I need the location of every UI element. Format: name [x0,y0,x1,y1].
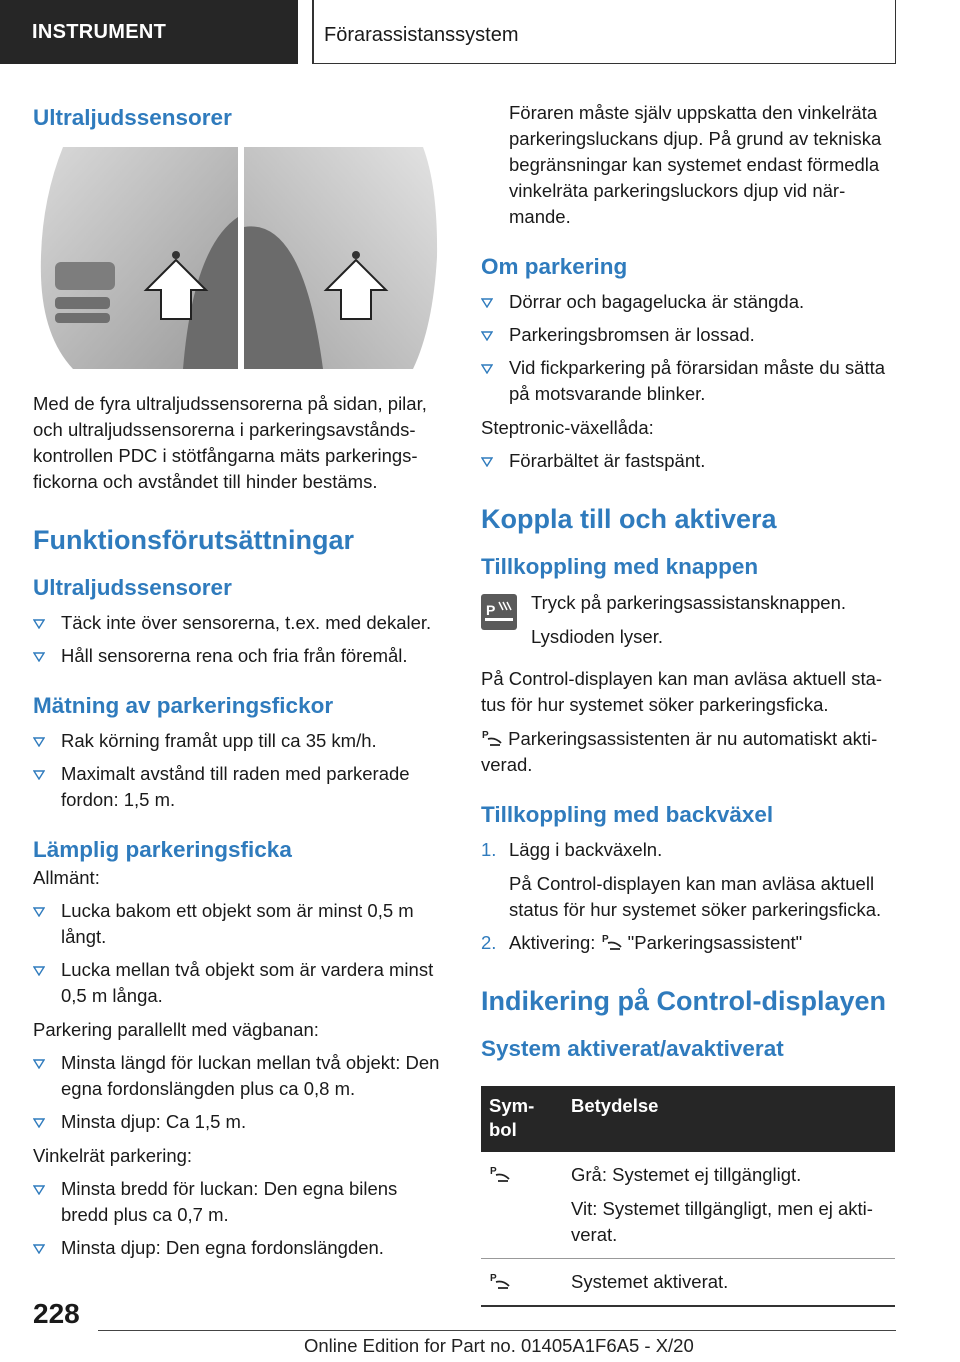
parallel-label: Parkering parallellt med vägbanan: [33,1019,319,1040]
heading-reverse-activation: Tillkoppling med backväxel [481,802,774,827]
car-sensor-illustration [33,147,441,369]
triangle-bullet-icon [33,619,45,629]
list-text: Täck inte över sensorerna, t.ex. med dekaler. [61,612,432,633]
list-text: Maximalt avstånd till raden med parkerade fordon: 1,5 m. [61,763,410,810]
table-header-meaning: Betydelse [563,1086,895,1152]
list-text: Minsta djup: Den egna fordonslängden. [61,1237,384,1258]
parking-assist-button-icon [481,594,517,630]
step-text: Aktivering: [509,932,596,953]
heading-ultrasound-sub: Ultraljudssensorer [33,575,232,600]
auto-activated-paragraph [481,726,895,778]
list-item [481,289,895,315]
list-text: Minsta djup: Ca 1,5 m. [61,1111,247,1132]
heading-about-parking: Om parkering [481,254,628,279]
triangle-bullet-icon [33,1185,45,1195]
svg-text:P: P [601,934,609,945]
list-text: Minsta längd för luckan mellan två objekt: Den egna fordonslängden plus ca 0,8 m. [61,1052,440,1099]
right-column [481,92,895,1307]
table-header-row [481,1086,895,1152]
steptronic-label: Steptronic-växellåda: [481,417,654,438]
heading-suitable-space: Lämplig parkeringsficka [33,837,292,862]
button-step-2: Lysdioden lyser. [531,626,663,647]
measure-list [33,728,443,813]
triangle-bullet-icon [33,966,45,976]
footer-divider [98,1330,896,1331]
step-number: 1. [481,839,497,860]
continuation-paragraph: Föraren måste själv uppskatta den vinkelräta parkeringsluckans djup. På grund av tekniska begränsningar kan systemet endast förmedla vinkelräta parkeringsluckors djup vid när-mande. [509,102,882,227]
svg-text:P: P [490,1166,497,1177]
parking-assist-icon [489,1163,511,1185]
list-text: Lucka mellan två objekt som är vardera minst 0,5 m långa. [61,959,434,1006]
button-instruction [481,590,895,650]
table-cell-symbol [481,1259,563,1307]
perpendicular-list [33,1176,443,1261]
step-subtext: På Control-displayen kan man avläsa aktuell status för hur systemet söker parkeringsficka. [509,873,882,920]
list-item [33,957,443,1009]
list-text: Förarbältet är fastspänt. [509,450,706,471]
list-item [33,1176,443,1228]
list-item [33,610,443,636]
list-item [481,930,895,956]
footer-edition: Online Edition for Part no. 01405A1F6A5 - X/20 [304,1335,694,1356]
svg-text:P: P [482,730,489,741]
list-text: Parkeringsbromsen är lossad. [509,324,755,345]
triangle-bullet-icon [33,652,45,662]
left-column [33,92,443,1261]
triangle-bullet-icon [33,1244,45,1254]
parking-assist-icon [481,727,503,749]
step-number: 2. [481,932,497,953]
triangle-bullet-icon [481,331,493,341]
list-item [33,728,443,754]
list-item [481,837,895,923]
triangle-bullet-icon [33,1118,45,1128]
table-cell-meaning: Systemet aktiverat. [563,1259,895,1307]
triangle-bullet-icon [481,298,493,308]
sensor-figure [33,147,441,369]
triangle-bullet-icon [33,770,45,780]
table-cell-symbol [481,1152,563,1259]
heading-button-activation: Tillkoppling med knappen [481,554,759,579]
intro-paragraph: Med de fyra ultraljudssensorerna på sidan, pilar, och ultraljudssensorerna i parkeringsavstånds-kontrollen PDC i stötfångarna mäts parkerings-fickorna och avståndet till hinder bestäms. [33,393,427,492]
list-text: Dörrar och bagagelucka är stängda. [509,291,805,312]
heading-system-status: System aktiverat/avaktiverat [481,1036,784,1061]
reverse-steps [481,837,895,956]
section-tab: INSTRUMENT [0,0,298,64]
list-item [33,1050,443,1102]
steptronic-list [481,448,895,474]
svg-text:P: P [490,1273,497,1284]
list-item [33,761,443,813]
list-text: Lucka bakom ett objekt som är minst 0,5 m långt. [61,900,414,947]
heading-measurement: Mätning av parkeringsfickor [33,693,334,718]
auto-activated-text: Parkeringsassistenten är nu automatiskt akti-verad. [481,728,878,775]
list-item [33,643,443,669]
list-item [33,1235,443,1261]
general-list [33,898,443,1009]
table-cell-meaning [563,1152,895,1259]
heading-indication: Indikering på Control-displayen [481,986,887,1016]
table-row [481,1152,895,1259]
table-row [481,1259,895,1307]
chapter-tab: Förarassistanssystem [312,0,896,64]
parking-assist-icon [489,1270,511,1292]
triangle-bullet-icon [33,1059,45,1069]
step-text: Lägg i backväxeln. [509,839,663,860]
list-item [33,1109,443,1135]
meaning-grey: Grå: Systemet ej tillgängligt. [571,1164,802,1185]
triangle-bullet-icon [481,364,493,374]
button-step-1: Tryck på parkeringsassistansknappen. [531,592,846,613]
list-text: Minsta bredd för luckan: Den egna bilens bredd plus ca 0,7 m. [61,1178,398,1225]
parking-assist-icon [601,931,623,953]
page-number: 228 [33,1298,80,1329]
heading-ultrasound: Ultraljudssensorer [33,105,232,130]
list-item [33,898,443,950]
step-text-menu: "Parkeringsassistent" [627,932,803,953]
general-label: Allmänt: [33,867,100,888]
list-text: Rak körning framåt upp till ca 35 km/h. [61,730,377,751]
perpendicular-label: Vinkelrät parkering: [33,1145,193,1166]
list-item [481,322,895,348]
list-item [481,355,895,407]
triangle-bullet-icon [481,457,493,467]
control-display-paragraph: På Control-displayen kan man avläsa aktuell sta-tus för hur systemet söker parkeringsficka. [481,668,883,715]
ultra-list [33,610,443,669]
about-list [481,289,895,407]
triangle-bullet-icon [33,907,45,917]
list-item [481,448,895,474]
meaning-white: Vit: Systemet tillgängligt, men ej akti-verat. [571,1198,873,1245]
list-text: Vid fickparkering på förarsidan måste du sätta på motsvarande blinker. [509,357,886,404]
svg-text:P: P [486,602,496,618]
triangle-bullet-icon [33,737,45,747]
symbol-table [481,1086,895,1307]
heading-function-requirements: Funktionsförutsättningar [33,525,354,555]
parallel-list [33,1050,443,1135]
table-header-symbol: Sym-bol [481,1086,563,1152]
heading-activate: Koppla till och aktivera [481,504,777,534]
list-text: Håll sensorerna rena och fria från föremål. [61,645,408,666]
